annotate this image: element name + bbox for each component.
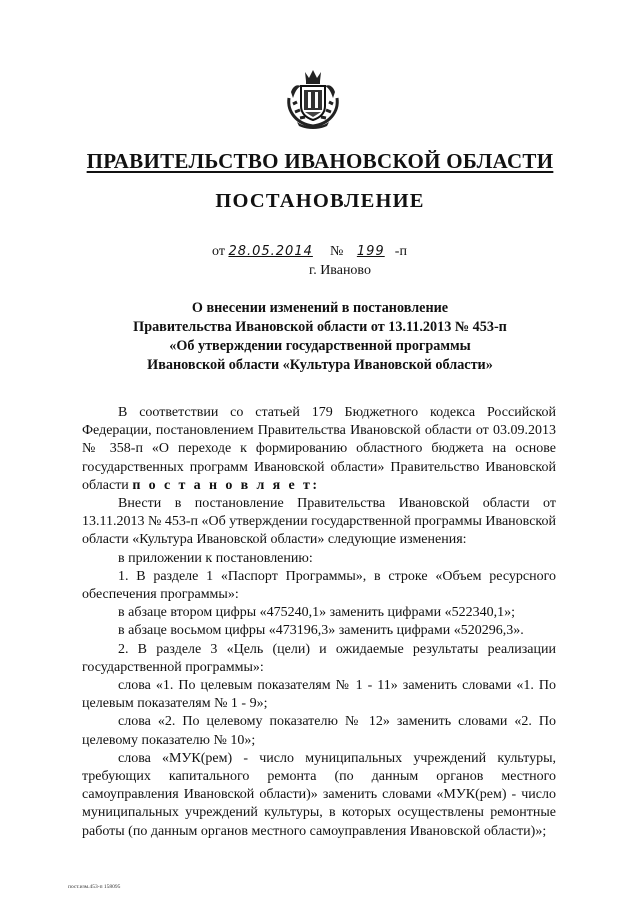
footer-code: пост.изм.453-п 158095 <box>68 884 121 890</box>
government-title: ПРАВИТЕЛЬСТВО ИВАНОВСКОЙ ОБЛАСТИ <box>86 149 554 173</box>
body-paragraph: Внести в постановление Правительства Ивановской области от 13.11.2013 № 453-п «Об утверждении государственной программы Ивановской области «Культура Ивановской области» следующие изменения: <box>82 496 556 548</box>
city: г. Иваново <box>309 263 371 278</box>
preamble-paragraph: В соответствии со статьей 179 Бюджетного кодекса Российской Федерации, постановлением Правительства Ивановской области от 03.09.2013 № 358-п «О переходе к формированию областного бюджета на основе государственных программ Ивановской области» Правительство Ивановской области п о с т а н о в л я е т: <box>82 405 556 493</box>
body-paragraph: слова «1. По целевым показателям № 1 - 11» заменить словами «1. По целевым показателям № 1 - 9»; <box>82 678 556 712</box>
coat-of-arms-icon <box>283 68 343 130</box>
body-paragraph: слова «МУК(рем) - число муниципальных учреждений культуры, требующих капитального ремонта (по данным органов местного самоуправления Ивановской области)» заменить словами «МУК(рем) - число муниципальных учреждений культуры, в которых осуществлены ремонтные работы (по данным органов местного самоуправления Ивановской области)»; <box>82 750 556 839</box>
body-paragraph: в приложении к постановлению: <box>118 550 313 566</box>
number-sign: № <box>329 244 344 259</box>
subject-line: «Об утверждении государственной программы <box>169 338 471 354</box>
date-prefix: от <box>212 244 225 259</box>
document-subject <box>110 299 530 375</box>
decree-word: п о с т а н о в л я е т: <box>132 477 320 493</box>
date-number-line <box>212 244 407 260</box>
subject-line: Правительства Ивановской области от 13.11.2013 № 453-п <box>133 319 507 335</box>
body-paragraph: в абзаце восьмом цифры «473196,3» заменить цифрами «520296,3». <box>118 623 524 639</box>
document-date: 28.05.2014 <box>228 244 313 259</box>
number-suffix: -п <box>394 244 407 259</box>
body-paragraph: в абзаце втором цифры «475240,1» заменить цифрами «522340,1»; <box>118 605 515 621</box>
body-paragraph: слова «2. По целевому показателю № 12» заменить словами «2. По целевому показателю № 10»; <box>82 714 556 748</box>
subject-line: О внесении изменений в постановление <box>191 300 449 316</box>
document-body <box>82 404 556 841</box>
body-paragraph: 1. В разделе 1 «Паспорт Программы», в строке «Объем ресурсного обеспечения программы»: <box>82 568 556 603</box>
subject-line: Ивановской области «Культура Ивановской области» <box>147 357 493 373</box>
body-paragraph: 2. В разделе 3 «Цель (цели) и ожидаемые результаты реализации государственной программы»: <box>82 641 556 675</box>
document-number: 199 <box>356 244 385 259</box>
document-type: ПОСТАНОВЛЕНИЕ <box>215 190 425 212</box>
